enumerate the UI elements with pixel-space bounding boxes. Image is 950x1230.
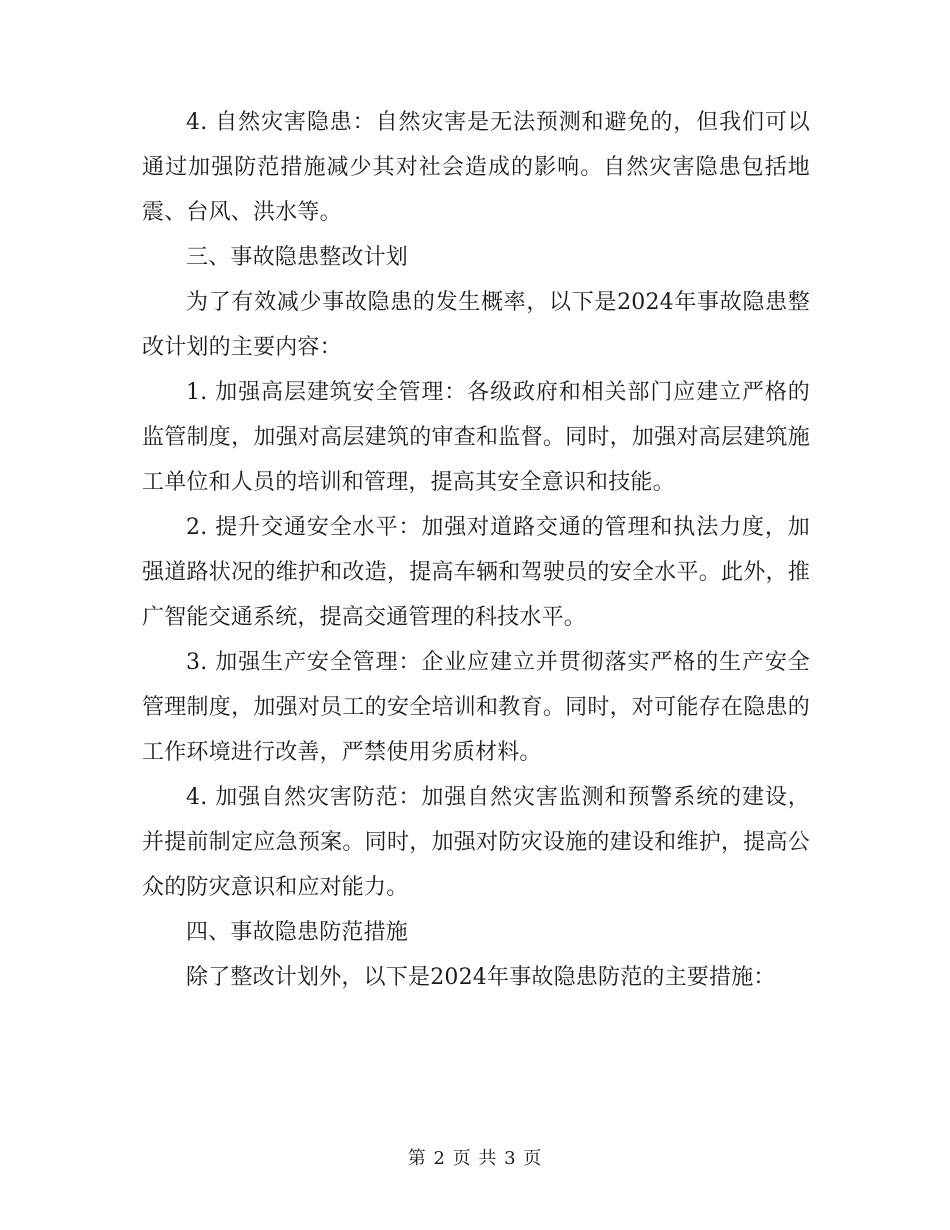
paragraph-traffic-safety: 2. 提升交通安全水平：加强对道路交通的管理和执法力度，加强道路状况的维护和改造，提高车辆和驾驶员的安全水平。此外，推广智能交通系统，提高交通管理的科技水平。 xyxy=(142,515,810,630)
paragraph-natural-disaster-hazard: 4. 自然灾害隐患：自然灾害是无法预测和避免的，但我们可以通过加强防范措施减少其对社会造成的影响。自然灾害隐患包括地震、台风、洪水等。 xyxy=(142,110,810,225)
section-heading-prevention-measures: 四、事故隐患防范措施 xyxy=(186,920,409,945)
paragraph-high-rise-safety: 1. 加强高层建筑安全管理：各级政府和相关部门应建立严格的监管制度，加强对高层建筑的审查和监督。同时，加强对高层建筑施工单位和人员的培训和管理，提高其安全意识和技能。 xyxy=(142,380,810,495)
page-number-footer: 第 2 页 共 3 页 xyxy=(407,1148,543,1169)
paragraph-measures-intro: 除了整改计划外，以下是2024年事故隐患防范的主要措施： xyxy=(186,965,776,990)
document-body xyxy=(142,100,810,1000)
paragraph-plan-intro: 为了有效减少事故隐患的发生概率，以下是2024年事故隐患整改计划的主要内容： xyxy=(142,290,810,360)
paragraph-disaster-prevention: 4. 加强自然灾害防范：加强自然灾害监测和预警系统的建设，并提前制定应急预案。同时，加强对防灾设施的建设和维护，提高公众的防灾意识和应对能力。 xyxy=(142,785,810,900)
section-heading-rectification-plan: 三、事故隐患整改计划 xyxy=(186,245,409,270)
paragraph-production-safety: 3. 加强生产安全管理：企业应建立并贯彻落实严格的生产安全管理制度，加强对员工的安全培训和教育。同时，对可能存在隐患的工作环境进行改善，严禁使用劣质材料。 xyxy=(142,650,810,765)
